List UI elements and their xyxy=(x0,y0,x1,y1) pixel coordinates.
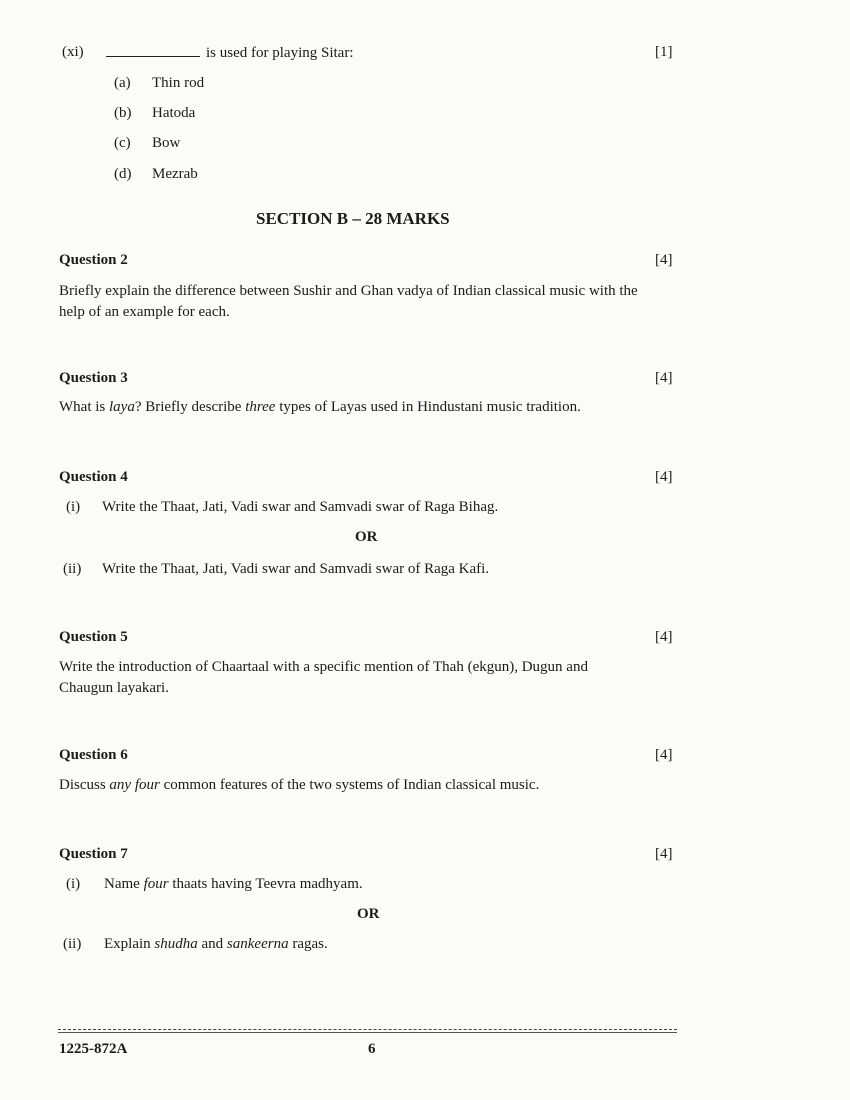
section-b-heading: SECTION B – 28 MARKS xyxy=(256,209,450,228)
q5-marks: [4] xyxy=(655,629,673,645)
q1xi-stem xyxy=(104,44,353,62)
option-letter: (d) xyxy=(114,166,132,182)
q4-part-i-number: (i) xyxy=(66,499,81,515)
footer-page-number: 6 xyxy=(368,1041,376,1057)
q6-marks: [4] xyxy=(655,747,673,763)
q2-title: Question 2 xyxy=(59,252,128,268)
option-letter: (c) xyxy=(114,135,131,151)
q5-title: Question 5 xyxy=(59,629,128,645)
q5-text: Write the introduction of Chaartaal with a specific mention of Thah (ekgun), Dugun and Chaugun layakari. xyxy=(59,659,588,696)
q7-marks: [4] xyxy=(655,846,673,862)
footer-paper-code: 1225-872A xyxy=(59,1041,128,1057)
q2-text: Briefly explain the difference between Sushir and Ghan vadya of Indian classical music with the help of an example for each. xyxy=(59,283,638,320)
answer-blank xyxy=(106,44,200,57)
q4-part-i-text: Write the Thaat, Jati, Vadi swar and Samvadi swar of Raga Bihag. xyxy=(102,499,499,515)
q3-marks: [4] xyxy=(655,370,673,386)
q1xi-stem-text: is used for playing Sitar: xyxy=(206,45,354,61)
q7-or: OR xyxy=(357,906,380,922)
q4-marks: [4] xyxy=(655,469,673,485)
q7-title: Question 7 xyxy=(59,846,128,862)
q7-part-ii-number: (ii) xyxy=(63,936,82,952)
q1xi-number: (xi) xyxy=(62,44,84,60)
option-text: Thin rod xyxy=(152,75,205,91)
option-text: Bow xyxy=(152,135,181,151)
option-text: Mezrab xyxy=(152,166,198,182)
footer-divider-solid xyxy=(58,1032,677,1033)
q7-part-ii-text: Explain shudha and sankeerna ragas. xyxy=(104,936,328,952)
q1xi-marks: [1] xyxy=(655,44,673,60)
q2-marks: [4] xyxy=(655,252,673,268)
q7-part-i-number: (i) xyxy=(66,876,81,892)
q3-text: What is laya? Briefly describe three types of Layas used in Hindustani music tradition. xyxy=(59,399,581,415)
footer-divider xyxy=(58,1029,677,1030)
option-letter: (b) xyxy=(114,105,132,121)
q4-part-ii-text: Write the Thaat, Jati, Vadi swar and Samvadi swar of Raga Kafi. xyxy=(102,561,490,577)
q4-title: Question 4 xyxy=(59,469,128,485)
q6-text: Discuss any four common features of the two systems of Indian classical music. xyxy=(59,777,540,793)
option-letter: (a) xyxy=(114,75,131,91)
option-text: Hatoda xyxy=(152,105,196,121)
q4-part-ii-number: (ii) xyxy=(63,561,82,577)
q4-or: OR xyxy=(355,529,378,545)
q3-title: Question 3 xyxy=(59,370,128,386)
q6-title: Question 6 xyxy=(59,747,128,763)
q7-part-i-text: Name four thaats having Teevra madhyam. xyxy=(104,876,363,892)
